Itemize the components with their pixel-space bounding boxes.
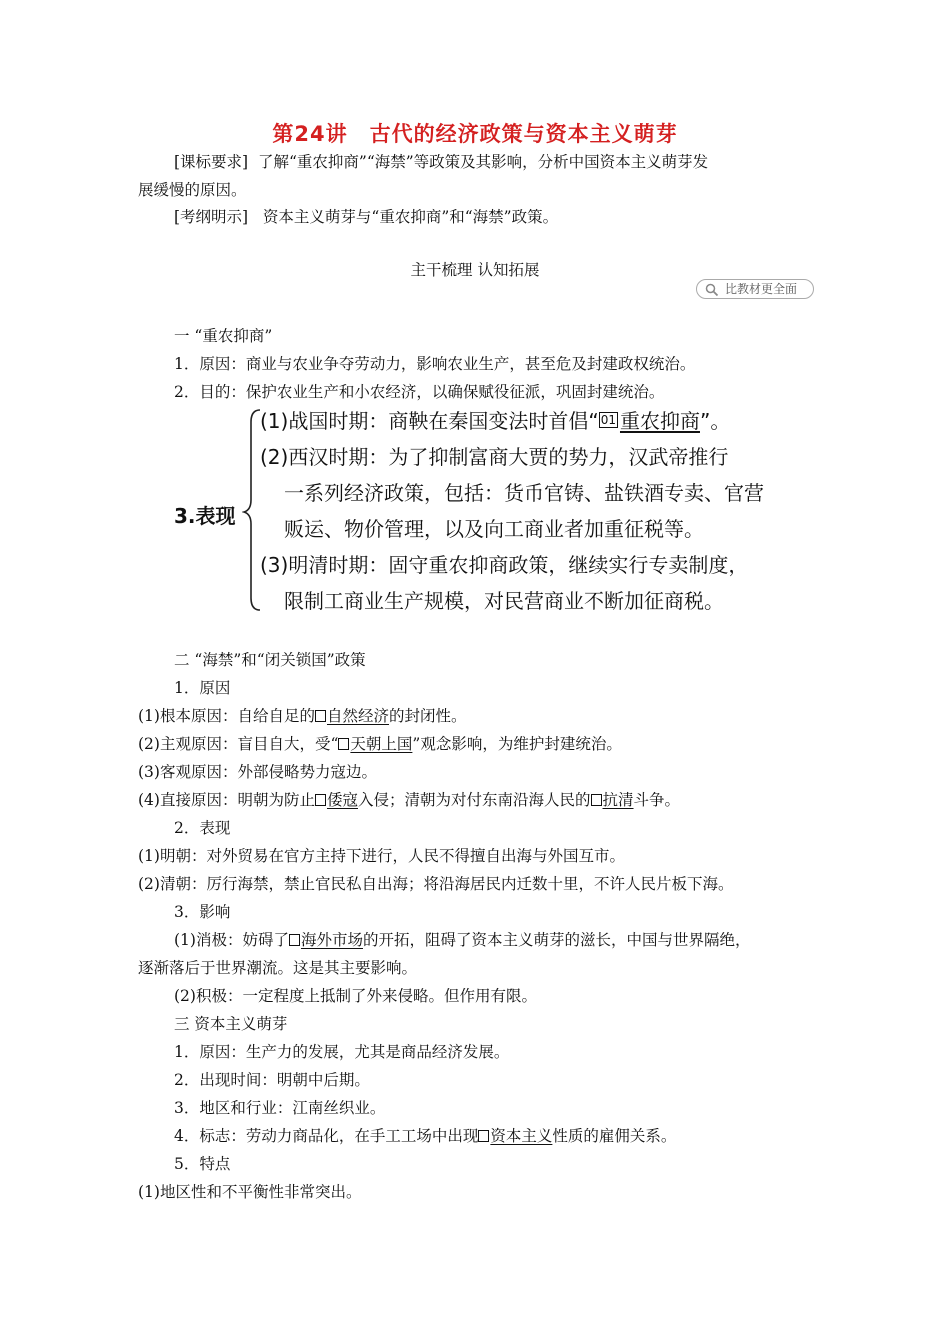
blank-box [338, 738, 349, 750]
part1-heading: 一 “重农抑商” [174, 327, 273, 345]
brace-line-2: (2)西汉时期：为了抑制富商大贾的势力，汉武帝推行 [260, 445, 729, 469]
cause-4-pre: (4)直接原因：明朝为防止 [138, 791, 315, 809]
part2-effect-heading: 3．影响 [174, 903, 231, 921]
part2-effect-2: (2)积极：一定程度上抵制了外来侵略。但作用有限。 [174, 987, 537, 1005]
part2-cause-3: (3)客观原因：外部侵略势力寇边。 [138, 763, 377, 781]
curriculum-tag: [课标要求] [174, 153, 249, 171]
outline-text: 资本主义萌芽与“重农抑商”和“海禁”政策。 [262, 208, 559, 226]
cause-2-pre: (2)主观原因：盲目自大，受“ [138, 735, 339, 753]
answer-key: 倭寇 [326, 791, 358, 809]
item-4-pre: 4．标志：劳动力商品化，在手工工场中出现 [174, 1127, 479, 1145]
answer-key: 重农抑商 [619, 409, 700, 433]
part2-heading: 二 “海禁”和“闭关锁国”政策 [174, 651, 366, 669]
part2-cause-4 [138, 787, 680, 813]
cause-4-post: 斗争。 [633, 791, 681, 809]
part2-show-2: (2)清朝：厉行海禁，禁止官民私自出海；将沿海居民内迁数十里，不许人民片板下海。 [138, 875, 734, 893]
part3-item-2: 2．出现时间：明朝中后期。 [174, 1071, 370, 1089]
answer-key: 抗清 [602, 791, 634, 809]
answer-key: 天朝上国 [350, 735, 413, 753]
cause-1-post: 的封闭性。 [388, 707, 467, 725]
blank-box [315, 794, 326, 806]
part2-cause-2 [138, 731, 622, 757]
cause-1-pre: (1)根本原因：自给自足的 [138, 707, 315, 725]
blank-box [478, 1130, 489, 1142]
part2-effect-1 [174, 927, 751, 953]
curly-brace-icon [242, 408, 262, 612]
badge [696, 279, 814, 299]
part3-item-3: 3．地区和行业：江南丝织业。 [174, 1099, 386, 1117]
curriculum-text: 了解“重农抑商”“海禁”等政策及其影响，分析中国资本主义萌芽发 [257, 153, 709, 171]
blank-box [315, 710, 326, 722]
cause-4-mid: 入侵；清朝为对付东南沿海人民的 [357, 791, 591, 809]
part3-item-5: 5．特点 [174, 1155, 231, 1173]
page-title [0, 118, 950, 148]
lecture-topic: 古代的经济政策与资本主义萌芽 [369, 122, 678, 146]
brace-line-4: 贩运、物价管理，以及向工商业者加重征税等。 [284, 517, 704, 541]
manifestation-brace-block [170, 404, 820, 614]
curriculum-requirement [138, 148, 818, 204]
brace-line-3: 一系列经济政策，包括：货币官铸、盐铁酒专卖、官营 [284, 481, 764, 505]
answer-key: 自然经济 [326, 707, 389, 725]
brace-line-5: (3)明清时期：固守重农抑商政策，继续实行专卖制度， [260, 553, 749, 577]
badge-label: 比教材更全面 [725, 282, 798, 296]
answer-number-badge: 01 [600, 413, 616, 427]
brace-line-1 [260, 404, 730, 439]
search-icon [705, 283, 719, 297]
blank-box [591, 794, 602, 806]
curriculum-text-cont: 展缓慢的原因。 [138, 181, 247, 199]
part2-cause-1 [138, 703, 467, 729]
brace-line-1-post: ”。 [699, 409, 731, 433]
part3-heading: 三 资本主义萌芽 [174, 1015, 288, 1033]
blank-box [289, 934, 300, 946]
part3-item-5-1: (1)地区性和不平衡性非常突出。 [138, 1183, 362, 1201]
outline-tag: [考纲明示] [174, 208, 249, 226]
part2-show-heading: 2．表现 [174, 819, 231, 837]
effect-1-post: 的开拓，阻碍了资本主义萌芽的滋长，中国与世界隔绝， [362, 931, 751, 949]
part2-effect-1-cont: 逐渐落后于世界潮流。这是其主要影响。 [138, 959, 418, 977]
part1-item-2: 2．目的：保护农业生产和小农经济，以确保赋役征派，巩固封建统治。 [174, 383, 665, 401]
lecture-number: 第24讲 [272, 122, 348, 146]
exam-outline [174, 204, 558, 230]
part3-item-1: 1．原因：生产力的发展，尤其是商品经济发展。 [174, 1043, 510, 1061]
part3-item-4 [174, 1123, 676, 1149]
answer-key: 资本主义 [490, 1127, 553, 1145]
cause-2-post: ”观念影响，为维护封建统治。 [412, 735, 622, 753]
brace-line-6: 限制工商业生产规模，对民营商业不断加征商税。 [284, 589, 724, 613]
brace-line-1-pre: (1)战国时期：商鞅在秦国变法时首倡“ [260, 409, 599, 433]
effect-1-pre: (1)消极：妨碍了 [174, 931, 289, 949]
brace-label: 3.表现 [174, 504, 236, 528]
part2-show-1: (1)明朝：对外贸易在官方主持下进行，人民不得擅自出海与外国互市。 [138, 847, 625, 865]
part2-cause-heading: 1．原因 [174, 679, 231, 697]
section-heading: 主干梳理 认知拓展 [410, 261, 540, 279]
answer-key: 海外市场 [300, 931, 363, 949]
item-4-post: 性质的雇佣关系。 [552, 1127, 677, 1145]
part1-item-1: 1．原因：商业与农业争夺劳动力，影响农业生产，甚至危及封建政权统治。 [174, 355, 696, 373]
